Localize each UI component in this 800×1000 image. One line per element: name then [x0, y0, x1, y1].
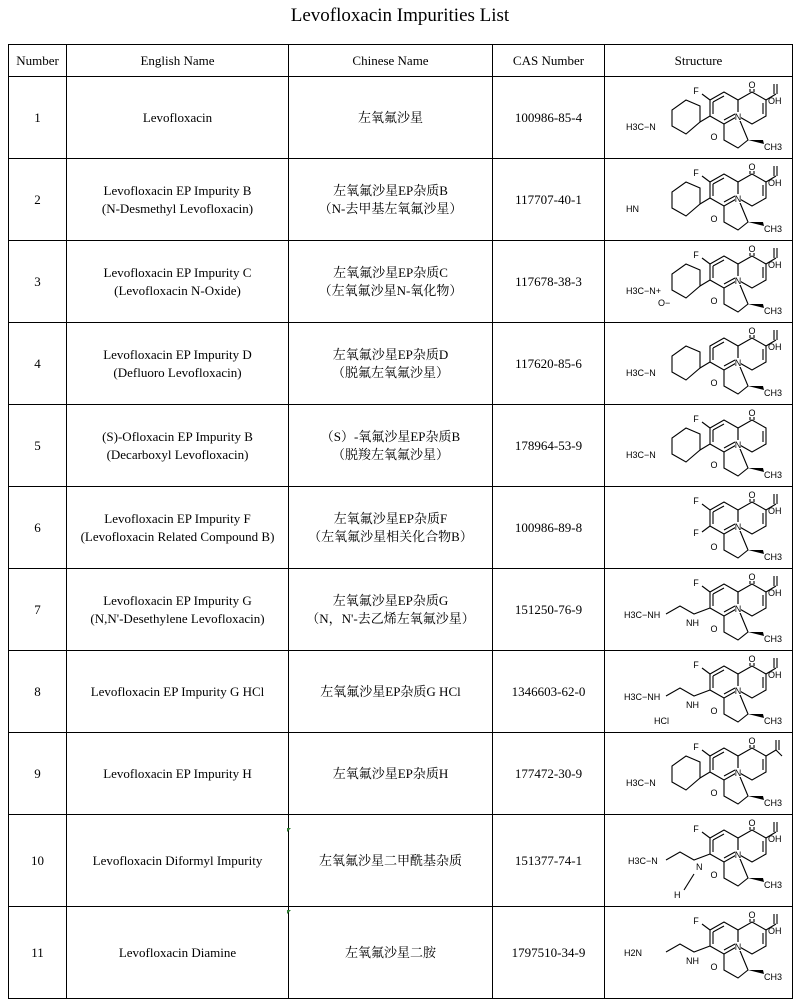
atom-label: O	[747, 325, 756, 336]
english-name-line1: Levofloxacin EP Impurity G	[103, 592, 252, 608]
cas-number: 177472-30-9	[514, 765, 583, 781]
row-number: 4	[34, 355, 41, 371]
cell-cas-number	[493, 651, 605, 733]
atom-label: O	[747, 79, 756, 90]
atom-label: OH	[767, 925, 781, 936]
cell-chinese-name	[289, 569, 493, 651]
atom-label: H3C−NH	[623, 609, 660, 620]
cell-structure	[605, 77, 793, 159]
atom-label: F	[692, 495, 699, 506]
cell-number	[9, 569, 67, 651]
cell-structure	[605, 733, 793, 815]
atom-label: CH3	[763, 305, 782, 316]
chinese-name-line2: （N，N'-去乙烯左氧氟沙星）	[306, 610, 475, 626]
atom-label: OH	[767, 259, 781, 270]
cell-cas-number	[493, 815, 605, 907]
structure-image	[614, 818, 784, 904]
english-name-line2: (N-Desmethyl Levofloxacin)	[101, 200, 254, 216]
atom-label: H3C−N	[627, 855, 658, 866]
atom-label: H3C−N	[625, 777, 656, 788]
atom-label: O	[709, 459, 718, 470]
table-row	[9, 487, 793, 569]
atom-label: CH3	[763, 879, 782, 890]
cell-marker	[287, 910, 291, 914]
chinese-name-line1: 左氧氟沙星二胺	[344, 944, 436, 960]
english-name-line1: Levofloxacin EP Impurity D	[103, 346, 252, 362]
cell-number	[9, 405, 67, 487]
english-name-line1: Levofloxacin Diformyl Impurity	[92, 852, 263, 868]
cell-marker	[287, 828, 291, 832]
cell-chinese-name	[289, 651, 493, 733]
row-number: 1	[34, 109, 41, 125]
header-row	[9, 45, 793, 77]
atom-label: N	[734, 603, 741, 614]
chinese-name-line1: 左氧氟沙星EP杂质F	[333, 510, 448, 526]
atom-label: N	[734, 193, 741, 204]
cell-structure	[605, 241, 793, 323]
row-number: 5	[34, 437, 41, 453]
atom-label: O	[747, 735, 756, 746]
cas-number: 117620-85-6	[515, 355, 582, 371]
cell-english-name	[67, 77, 289, 159]
row-number: 9	[34, 765, 41, 781]
atom-label: H	[673, 889, 680, 900]
atom-label: F	[692, 915, 699, 926]
atom-label: O	[747, 817, 756, 828]
atom-label: HCl	[653, 715, 669, 726]
english-name-line1: Levofloxacin Diamine	[118, 944, 237, 960]
atom-label: O	[747, 243, 756, 254]
atom-label: O	[747, 571, 756, 582]
cell-structure	[605, 323, 793, 405]
row-number: 10	[31, 852, 44, 868]
english-name-line2: (Levofloxacin Related Compound B)	[80, 528, 275, 544]
cell-cas-number	[493, 487, 605, 569]
atom-label: N	[734, 439, 741, 450]
table-row	[9, 405, 793, 487]
table-row	[9, 569, 793, 651]
impurities-table	[8, 44, 793, 999]
chinese-name-line1: 左氧氟沙星EP杂质H	[332, 765, 449, 781]
cell-number	[9, 77, 67, 159]
atom-label: N	[734, 849, 741, 860]
atom-label: H3C−N	[625, 367, 656, 378]
table-row	[9, 323, 793, 405]
atom-label: CH3	[763, 469, 782, 480]
atom-label: F	[692, 741, 699, 752]
atom-label: O	[709, 131, 718, 142]
atom-label: H3C−N	[625, 449, 656, 460]
cas-number: 1346603-62-0	[511, 683, 586, 699]
cas-number: 100986-89-8	[514, 519, 583, 535]
atom-label: CH3	[763, 141, 782, 152]
table-row	[9, 651, 793, 733]
chinese-name-line2: （左氧氟沙星相关化合物B）	[308, 528, 473, 544]
cell-chinese-name	[289, 159, 493, 241]
atom-label: O	[709, 295, 718, 306]
atom-label: F	[692, 823, 699, 834]
atom-label: N	[734, 275, 741, 286]
header-cas-number: CAS Number	[493, 45, 605, 77]
cell-cas-number	[493, 733, 605, 815]
chinese-name-line1: 左氧氟沙星EP杂质D	[332, 346, 449, 362]
cell-chinese-name	[289, 733, 493, 815]
structure-image	[614, 244, 784, 320]
cell-cas-number	[493, 241, 605, 323]
atom-label: H3C−NH	[623, 691, 660, 702]
structure-image	[614, 326, 784, 402]
chinese-name-line2: （脱氟左氧氟沙星）	[331, 364, 449, 380]
english-name-line1: (S)-Ofloxacin EP Impurity B	[102, 428, 253, 444]
cell-english-name	[67, 907, 289, 999]
atom-label: O	[709, 541, 718, 552]
atom-label: F	[692, 527, 699, 538]
atom-label: HN	[625, 203, 639, 214]
row-number: 7	[34, 601, 41, 617]
atom-label: O	[709, 961, 718, 972]
table-row	[9, 159, 793, 241]
header-structure: Structure	[605, 45, 793, 77]
cell-english-name	[67, 159, 289, 241]
atom-label: NH	[685, 617, 699, 628]
atom-label: F	[692, 659, 699, 670]
page-title: Levofloxacin Impurities List	[290, 5, 510, 26]
atom-label: N	[734, 357, 741, 368]
english-name-line1: Levofloxacin EP Impurity F	[104, 510, 251, 526]
chinese-name-line2: （左氧氟沙星N-氧化物）	[318, 282, 463, 298]
header-number: Number	[9, 45, 67, 77]
cell-structure	[605, 651, 793, 733]
english-name-line2: (Defluoro Levofloxacin)	[113, 364, 242, 380]
row-number: 8	[34, 683, 41, 699]
atom-label: N	[734, 521, 741, 532]
atom-label: OH	[767, 669, 781, 680]
cell-chinese-name	[289, 907, 493, 999]
cell-chinese-name	[289, 323, 493, 405]
cas-number: 151250-76-9	[514, 601, 583, 617]
cell-english-name	[67, 241, 289, 323]
cell-chinese-name	[289, 487, 493, 569]
cell-english-name	[67, 569, 289, 651]
english-name-line2: (N,N'-Desethylene Levofloxacin)	[90, 610, 265, 626]
table-row	[9, 241, 793, 323]
chinese-name-line1: 左氧氟沙星EP杂质G HCl	[320, 683, 461, 699]
cell-chinese-name	[289, 815, 493, 907]
english-name-line2: (Decarboxyl Levofloxacin)	[106, 446, 249, 462]
chinese-name-line1: （S）-氧氟沙星EP杂质B	[320, 428, 461, 444]
cell-structure	[605, 405, 793, 487]
cell-english-name	[67, 405, 289, 487]
cell-cas-number	[493, 907, 605, 999]
cell-number	[9, 907, 67, 999]
atom-label: O	[747, 909, 756, 920]
english-name-line2: (Levofloxacin N-Oxide)	[114, 282, 241, 298]
cell-chinese-name	[289, 77, 493, 159]
atom-label: O	[709, 705, 718, 716]
cell-number	[9, 651, 67, 733]
cell-number	[9, 487, 67, 569]
cell-structure	[605, 159, 793, 241]
cell-number	[9, 733, 67, 815]
english-name-line1: Levofloxacin	[142, 109, 213, 125]
structure-image	[614, 572, 784, 648]
chinese-name-line2: （N-去甲基左氧氟沙星）	[318, 200, 463, 216]
atom-label: F	[692, 167, 699, 178]
chinese-name-line1: 左氧氟沙星EP杂质B	[333, 182, 448, 198]
cas-number: 151377-74-1	[514, 852, 583, 868]
cell-structure	[605, 907, 793, 999]
atom-label: NH	[685, 955, 699, 966]
atom-label: NH	[685, 699, 699, 710]
chinese-name-line2: （脱羧左氧氟沙星）	[331, 446, 449, 462]
table-row	[9, 77, 793, 159]
row-number: 11	[31, 944, 44, 960]
atom-label: OH	[767, 587, 781, 598]
cell-cas-number	[493, 569, 605, 651]
atom-label: OH	[767, 341, 781, 352]
atom-label: F	[692, 85, 699, 96]
atom-label: H2N	[623, 947, 642, 958]
atom-label: O	[709, 213, 718, 224]
table-row	[9, 907, 793, 999]
cas-number: 100986-85-4	[514, 109, 583, 125]
cell-english-name	[67, 815, 289, 907]
atom-label: CH3	[763, 551, 782, 562]
atom-label: N	[734, 767, 741, 778]
cell-english-name	[67, 733, 289, 815]
cell-english-name	[67, 323, 289, 405]
table-row	[9, 815, 793, 907]
atom-label: F	[692, 413, 699, 424]
table-row	[9, 733, 793, 815]
cell-cas-number	[493, 159, 605, 241]
atom-label: H3C−N+	[625, 285, 661, 296]
cell-number	[9, 241, 67, 323]
atom-label: OH	[767, 95, 781, 106]
atom-label: OH	[767, 833, 781, 844]
chinese-name-line1: 左氧氟沙星EP杂质G	[332, 592, 449, 608]
chinese-name-line1: 左氧氟沙星EP杂质C	[333, 264, 448, 280]
atom-label: O	[747, 489, 756, 500]
cas-number: 1797510-34-9	[511, 944, 586, 960]
structure-image	[614, 736, 784, 812]
english-name-line1: Levofloxacin EP Impurity B	[103, 182, 252, 198]
structure-image	[614, 162, 784, 238]
cell-structure	[605, 815, 793, 907]
atom-label: F	[692, 249, 699, 260]
structure-image	[614, 80, 784, 156]
english-name-line1: Levofloxacin EP Impurity H	[103, 765, 252, 781]
atom-label: H3C−N	[625, 121, 656, 132]
cell-cas-number	[493, 323, 605, 405]
cell-number	[9, 815, 67, 907]
cell-cas-number	[493, 405, 605, 487]
header-chinese-name: Chinese Name	[289, 45, 493, 77]
atom-label: N	[734, 685, 741, 696]
row-number: 6	[34, 519, 41, 535]
row-number: 3	[34, 273, 41, 289]
atom-label: CH3	[763, 971, 782, 982]
atom-label: CH3	[763, 633, 782, 644]
chinese-name-line1: 左氧氟沙星	[357, 109, 423, 125]
atom-label: F	[692, 577, 699, 588]
cell-structure	[605, 487, 793, 569]
atom-label: N	[695, 861, 702, 872]
atom-label: CH3	[763, 797, 782, 808]
atom-label: O	[709, 787, 718, 798]
atom-label: CH3	[763, 387, 782, 398]
cell-structure	[605, 569, 793, 651]
cell-number	[9, 323, 67, 405]
english-name-line1: Levofloxacin EP Impurity C	[103, 264, 252, 280]
atom-label: CH3	[763, 715, 782, 726]
structure-image	[614, 910, 784, 996]
cell-number	[9, 159, 67, 241]
structure-image	[614, 408, 784, 484]
atom-label: N	[734, 111, 741, 122]
header-english-name: English Name	[67, 45, 289, 77]
structure-image	[614, 654, 784, 730]
structure-image	[614, 490, 784, 566]
atom-label: O	[709, 377, 718, 388]
atom-label: N	[734, 941, 741, 952]
english-name-line1: Levofloxacin EP Impurity G HCl	[90, 683, 265, 699]
atom-label: O	[747, 161, 756, 172]
cas-number: 117707-40-1	[515, 191, 582, 207]
cas-number: 117678-38-3	[515, 273, 582, 289]
atom-label: OH	[767, 177, 781, 188]
atom-label: O	[709, 623, 718, 634]
atom-label: OH	[767, 505, 781, 516]
cell-chinese-name	[289, 405, 493, 487]
chinese-name-line1: 左氧氟沙星二甲酰基杂质	[318, 852, 462, 868]
cell-english-name	[67, 651, 289, 733]
atom-label: O	[709, 869, 718, 880]
cell-cas-number	[493, 77, 605, 159]
atom-label: O	[747, 407, 756, 418]
atom-label: O−	[657, 297, 670, 308]
atom-label: O	[747, 653, 756, 664]
cas-number: 178964-53-9	[514, 437, 583, 453]
cell-chinese-name	[289, 241, 493, 323]
row-number: 2	[34, 191, 41, 207]
atom-label: CH3	[763, 223, 782, 234]
cell-english-name	[67, 487, 289, 569]
